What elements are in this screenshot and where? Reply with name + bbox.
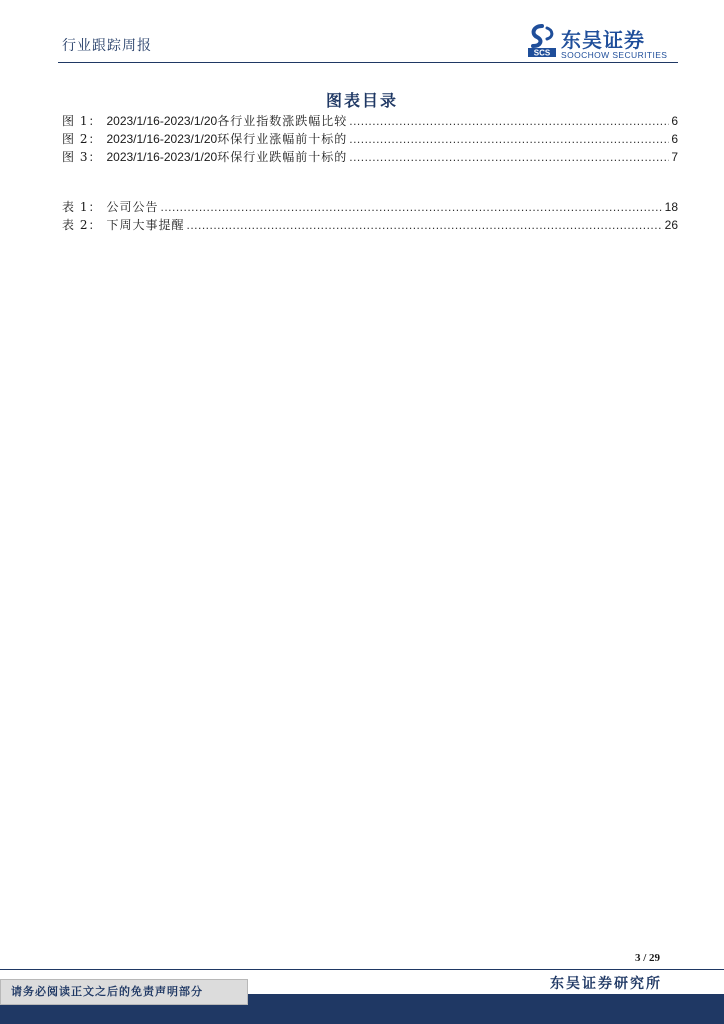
toc-entry-figure-3[interactable] (62, 148, 678, 166)
soochow-logo-icon (527, 24, 557, 58)
company-logo (527, 24, 677, 60)
table-list (62, 198, 678, 234)
entry-separator: ： (88, 218, 101, 232)
entry-title: 下周大事提醒 (106, 218, 185, 232)
toc-entry-figure-1[interactable] (62, 112, 678, 130)
page-number: 3 / 29 (634, 952, 660, 964)
dot-leader (186, 216, 662, 234)
footer-divider (0, 969, 724, 970)
logo-name-cn: 东吴证券 (561, 28, 645, 52)
entry-label: 图 2 (62, 132, 89, 146)
dot-leader (349, 112, 669, 130)
footer-organization: 东吴证券研究所 (550, 976, 662, 992)
logo-mark-text: SCS (533, 48, 551, 58)
dot-leader (349, 148, 669, 166)
entry-title: 公司公告 (106, 200, 159, 214)
entry-label: 表 1 (62, 200, 89, 214)
entry-title: 环保行业跌幅前十标的 (217, 150, 348, 164)
toc-title: 图表目录 (325, 91, 398, 110)
toc-entry-figure-2[interactable] (62, 130, 678, 148)
figure-list (62, 112, 678, 166)
dot-leader (160, 198, 662, 216)
entry-page-number: 7 (671, 150, 678, 164)
entry-title: 环保行业涨幅前十标的 (217, 132, 348, 146)
entry-label: 图 3 (62, 150, 89, 164)
header-divider (58, 62, 678, 63)
disclaimer-notice: 请务必阅读正文之后的免责声明部分 (0, 979, 248, 1005)
entry-title: 各行业指数涨跌幅比较 (217, 114, 348, 128)
entry-page-number: 18 (664, 200, 678, 214)
entry-separator: ： (88, 132, 101, 146)
entry-page-number: 26 (664, 218, 678, 232)
entry-separator: ： (88, 200, 101, 214)
entry-separator: ： (88, 114, 101, 128)
logo-name-en: SOOCHOW SECURITIES (561, 50, 668, 60)
report-type: 行业跟踪周报 (62, 38, 152, 54)
entry-label: 图 1 (62, 114, 89, 128)
toc-entry-table-1[interactable] (62, 198, 678, 216)
entry-date-range: 2023/1/16-2023/1/20 (106, 132, 218, 146)
toc-entry-table-2[interactable] (62, 216, 678, 234)
entry-date-range: 2023/1/16-2023/1/20 (106, 114, 218, 128)
entry-separator: ： (88, 150, 101, 164)
dot-leader (349, 130, 669, 148)
entry-date-range: 2023/1/16-2023/1/20 (106, 150, 218, 164)
entry-page-number: 6 (671, 132, 678, 146)
entry-label: 表 2 (62, 218, 89, 232)
entry-page-number: 6 (671, 114, 678, 128)
